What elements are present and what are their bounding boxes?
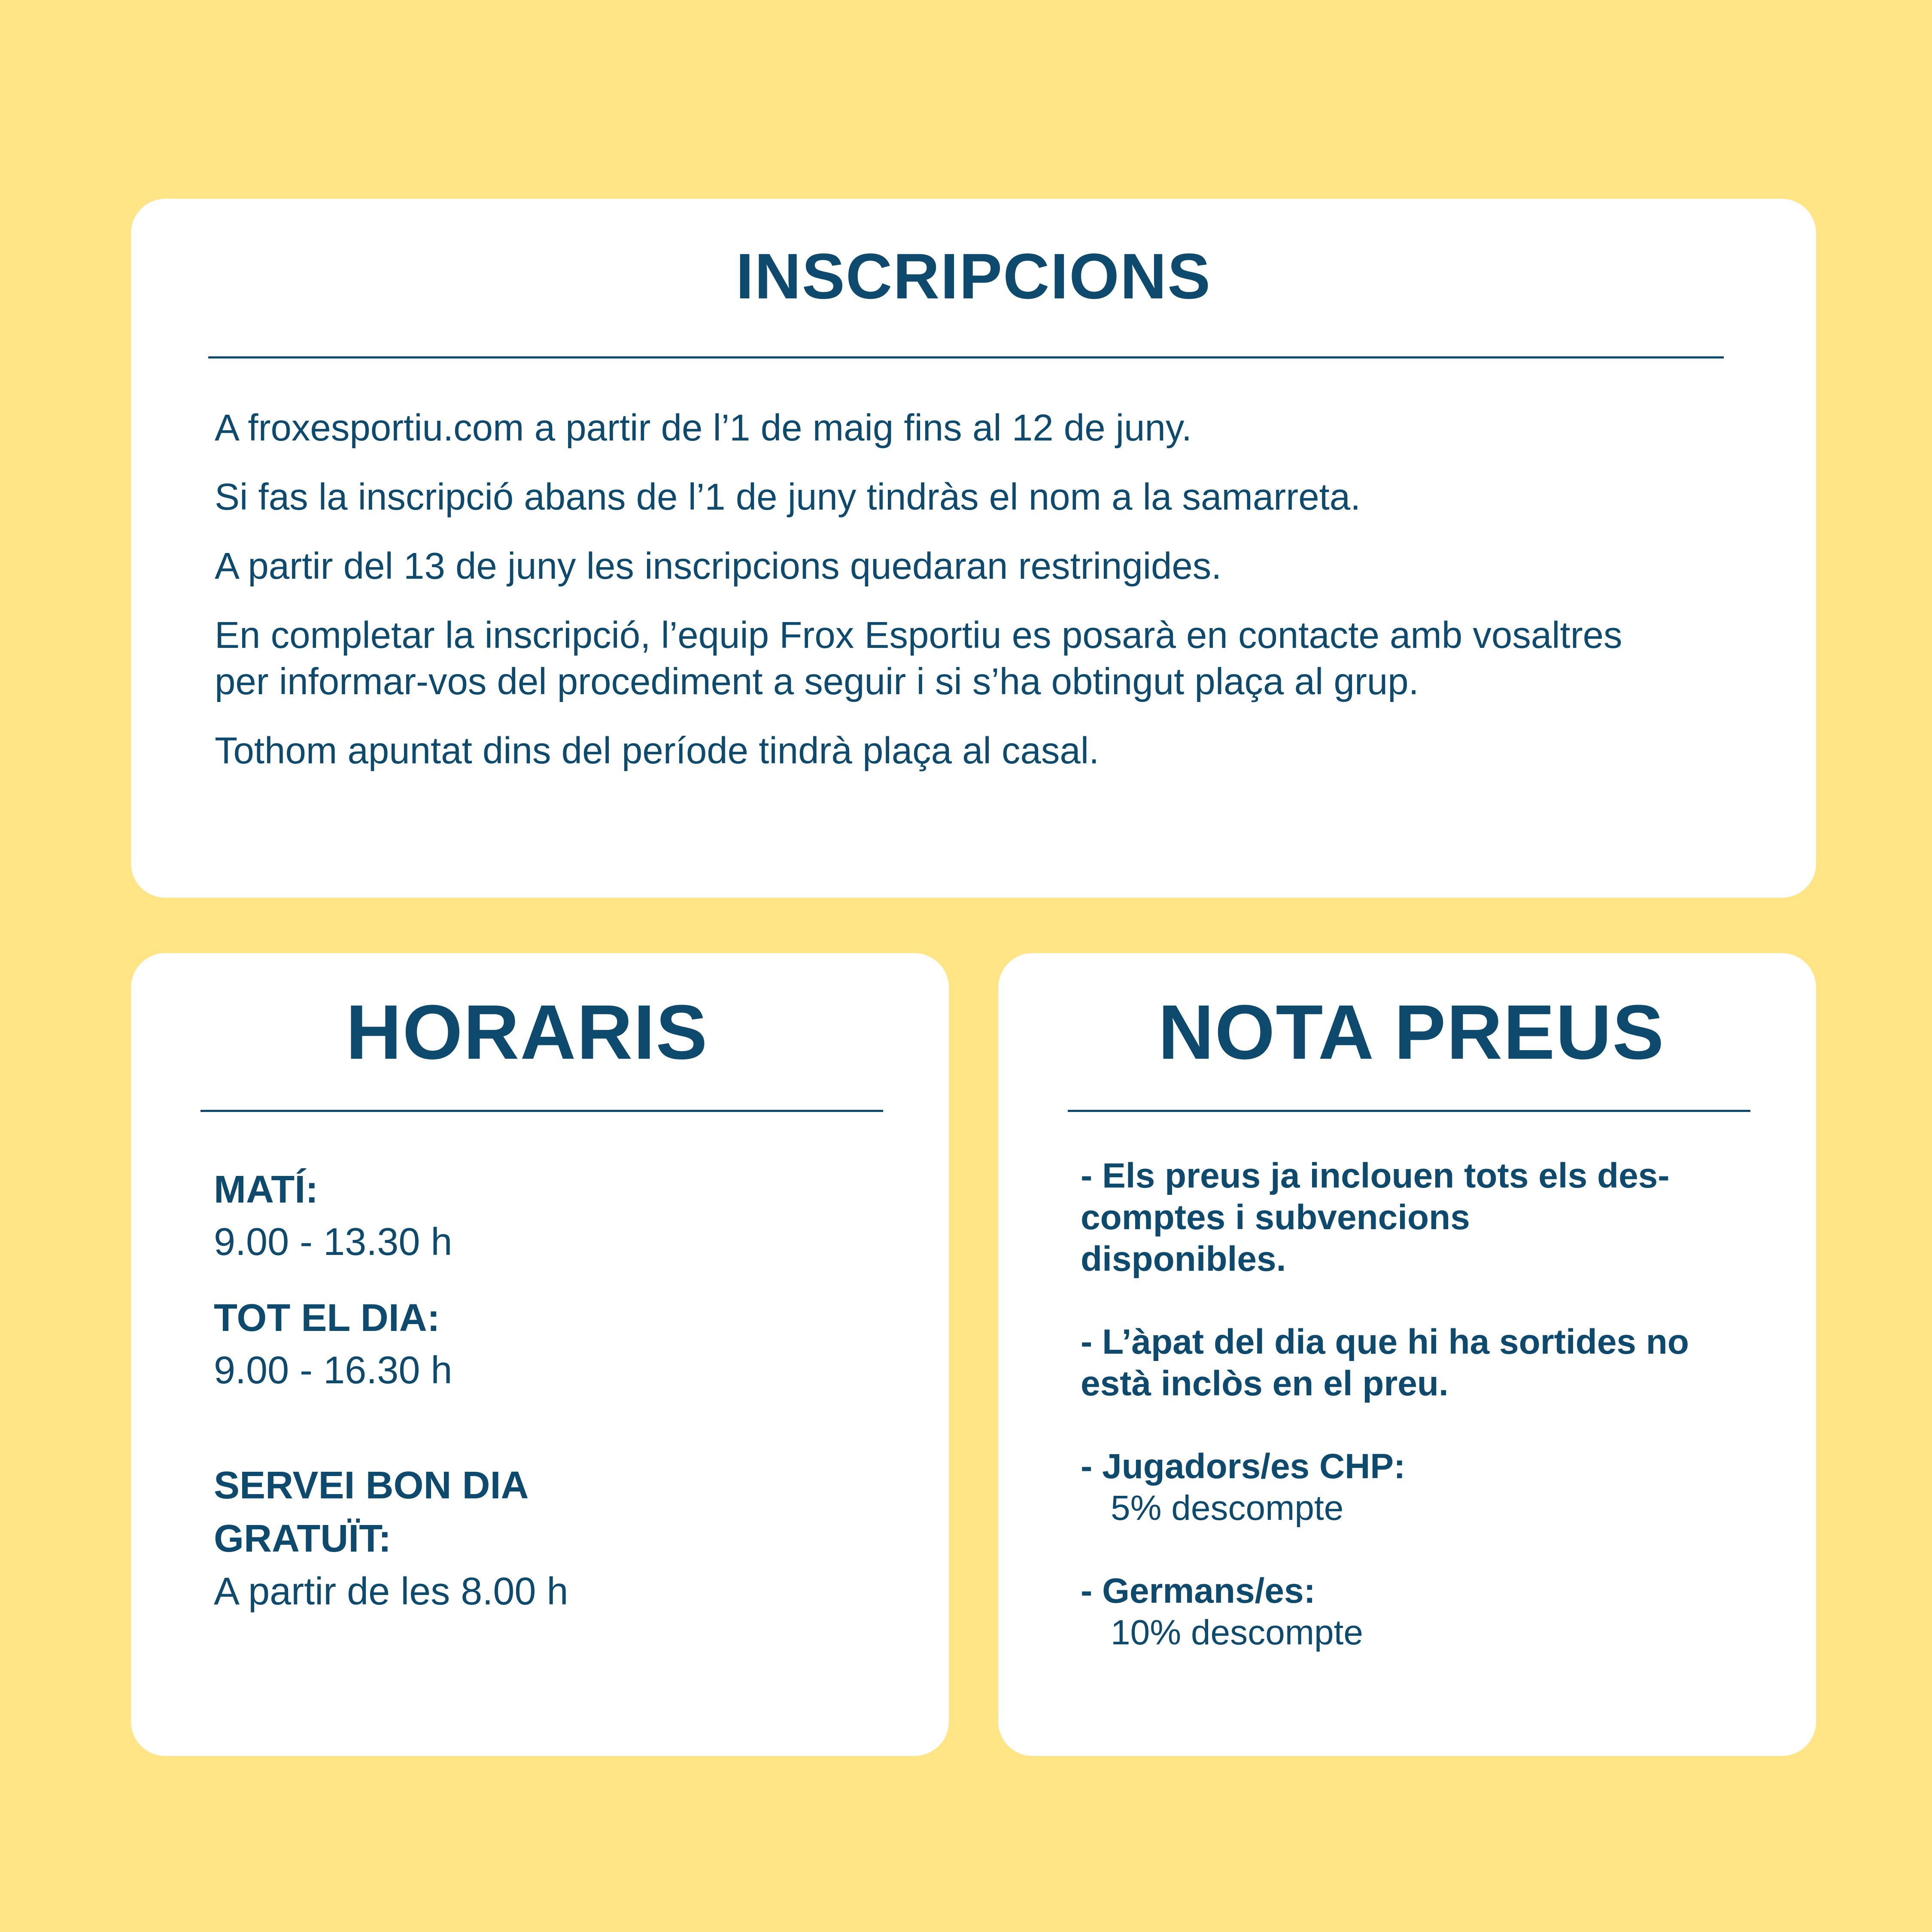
mati-value: 9.00 - 13.30 h xyxy=(214,1221,453,1264)
servei-bon-dia-label-line1: SERVEI BON DIA xyxy=(214,1464,529,1507)
inscripcions-paragraph-dates: A froxesportiu.com a partir de l’1 de maig fins al 12 de juny. xyxy=(215,407,1192,449)
tot-el-dia-label: TOT EL DIA: xyxy=(214,1297,440,1340)
preus-germans-group xyxy=(1081,1570,1789,1653)
nota-preus-card xyxy=(998,953,1816,1756)
preus-note-apat-line2: està inclòs en el preu. xyxy=(1081,1364,1449,1403)
inscripcions-card xyxy=(131,199,1816,898)
preus-note-descomptes-line2: comptes i subvencions xyxy=(1081,1198,1470,1237)
horaris-body xyxy=(214,1163,922,1641)
nota-preus-title: NOTA PREUS xyxy=(1158,989,1665,1075)
preus-note-descomptes-line3: disponibles. xyxy=(1081,1239,1286,1279)
tot-el-dia-value: 9.00 - 16.30 h xyxy=(214,1349,453,1392)
preus-note-apat xyxy=(1081,1321,1789,1404)
preus-note-descomptes xyxy=(1081,1155,1789,1280)
preus-jugadors-label: - Jugadors/es CHP: xyxy=(1081,1447,1406,1486)
servei-bon-dia-label xyxy=(214,1459,922,1565)
inscripcions-contacte-line1: En completar la inscripció, l’equip Frox Esportiu es posarà en contacte amb vosaltres xyxy=(215,614,1622,656)
horaris-divider xyxy=(200,1110,883,1112)
inscripcions-paragraph-contacte xyxy=(215,612,1760,705)
horaris-card xyxy=(131,953,949,1756)
preus-jugadors-group xyxy=(1081,1446,1789,1529)
inscripcions-paragraph-samarreta: Si fas la inscripció abans de l’1 de juny tindràs el nom a la samarreta. xyxy=(215,476,1361,518)
inscripcions-title: INSCRIPCIONS xyxy=(735,240,1212,312)
nota-preus-divider xyxy=(1068,1110,1750,1112)
nota-preus-body xyxy=(1081,1155,1789,1695)
servei-bon-dia-value: A partir de les 8.00 h xyxy=(214,1570,568,1613)
inscripcions-paragraph-placa: Tothom apuntat dins del període tindrà plaça al casal. xyxy=(215,730,1100,772)
preus-note-apat-line1: - L’àpat del dia que hi ha sortides no xyxy=(1081,1322,1689,1361)
inscripcions-body xyxy=(215,405,1760,797)
mati-label: MATÍ: xyxy=(214,1168,319,1211)
preus-germans-value: 10% descompte xyxy=(1111,1613,1364,1652)
horaris-title: HORARIS xyxy=(346,989,708,1075)
inscripcions-divider xyxy=(208,356,1724,358)
preus-germans-label: - Germans/es: xyxy=(1081,1571,1315,1610)
inscripcions-paragraph-restringides: A partir del 13 de juny les inscripcions quedaran restringides. xyxy=(215,545,1222,587)
inscripcions-contacte-line2: per informar-vos del procediment a seguir i si s’ha obtingut plaça al grup. xyxy=(215,661,1419,702)
preus-jugadors-value: 5% descompte xyxy=(1111,1488,1344,1528)
preus-note-descomptes-line1: - Els preus ja inclouen tots els des- xyxy=(1081,1156,1670,1195)
servei-bon-dia-label-line2: GRATUÏT: xyxy=(214,1517,392,1560)
